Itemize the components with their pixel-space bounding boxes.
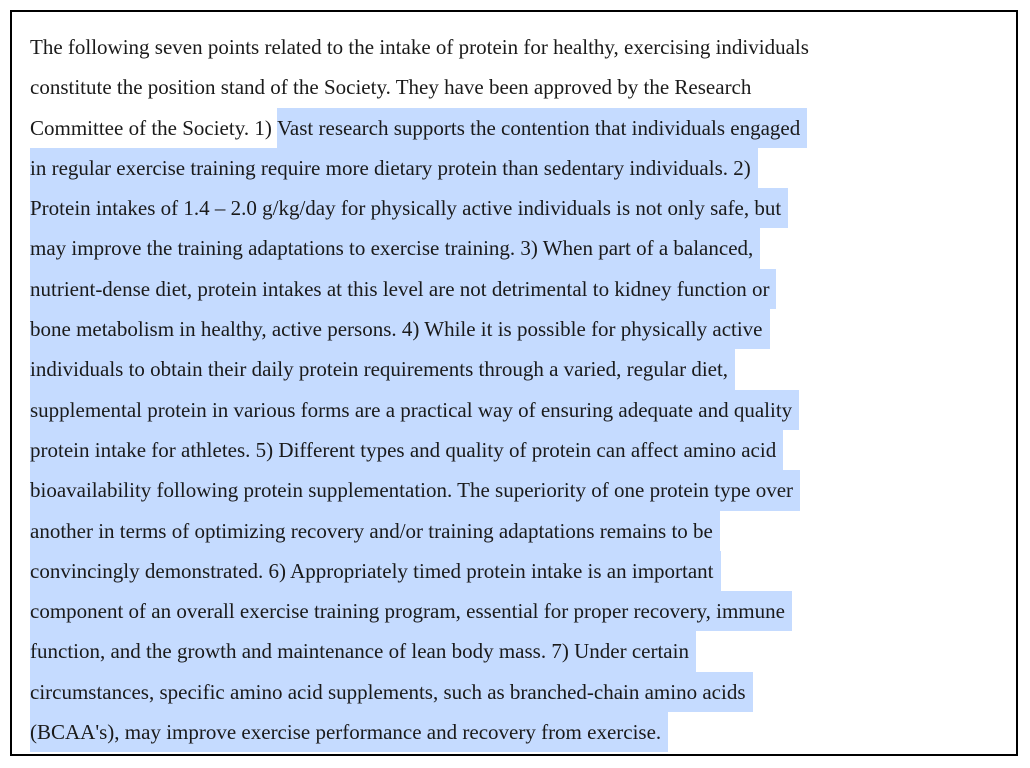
selected-text: convincingly demonstrated. 6) Appropriately timed protein intake is an important — [30, 551, 721, 591]
selected-text: in regular exercise training require more dietary protein than sedentary individuals. 2) — [30, 148, 758, 188]
line-text: constitute the position stand of the Society. They have been approved by the Research — [30, 75, 752, 100]
selected-text: circumstances, specific amino acid supplements, such as branched-chain amino acids — [30, 672, 753, 712]
text-line — [30, 591, 1020, 631]
text-line — [30, 27, 1020, 67]
selected-text: Protein intakes of 1.4 – 2.0 g/kg/day for physically active individuals is not only safe, but — [30, 188, 788, 228]
selected-text: individuals to obtain their daily protein requirements through a varied, regular diet, — [30, 349, 735, 389]
text-line — [30, 309, 1020, 349]
selected-text: bioavailability following protein supplementation. The superiority of one protein type over — [30, 470, 800, 510]
selected-text: another in terms of optimizing recovery and/or training adaptations remains to be — [30, 511, 720, 551]
text-line — [30, 712, 1020, 752]
selected-text: bone metabolism in healthy, active persons. 4) While it is possible for physically active — [30, 309, 770, 349]
text-line — [30, 672, 1020, 712]
text-line — [30, 269, 1020, 309]
text-line — [30, 390, 1020, 430]
text-line — [30, 430, 1020, 470]
text-line — [30, 67, 1020, 107]
selected-text: (BCAA's), may improve exercise performance and recovery from exercise. — [30, 712, 668, 752]
selected-text: protein intake for athletes. 5) Different types and quality of protein can affect amino acid — [30, 430, 783, 470]
text-line — [30, 349, 1020, 389]
selected-text: nutrient-dense diet, protein intakes at this level are not detrimental to kidney function or — [30, 269, 776, 309]
text-line — [30, 470, 1020, 510]
selected-text: supplemental protein in various forms are a practical way of ensuring adequate and quality — [30, 390, 799, 430]
selected-text: component of an overall exercise training program, essential for proper recovery, immune — [30, 591, 792, 631]
text-line — [30, 551, 1020, 591]
selected-text: may improve the training adaptations to exercise training. 3) When part of a balanced, — [30, 228, 760, 268]
position-stand-paragraph[interactable] — [30, 27, 1020, 752]
selected-text: Vast research supports the contention that individuals engaged — [277, 108, 807, 148]
text-line — [30, 148, 1020, 188]
line-text: Committee of the Society. 1) — [30, 115, 278, 140]
text-line — [30, 108, 1020, 148]
text-line — [30, 188, 1020, 228]
text-line — [30, 631, 1020, 671]
text-line — [30, 511, 1020, 551]
line-text: The following seven points related to the intake of protein for healthy, exercising individuals — [30, 35, 809, 59]
selected-text: function, and the growth and maintenance of lean body mass. 7) Under certain — [30, 631, 696, 671]
text-line — [30, 228, 1020, 268]
